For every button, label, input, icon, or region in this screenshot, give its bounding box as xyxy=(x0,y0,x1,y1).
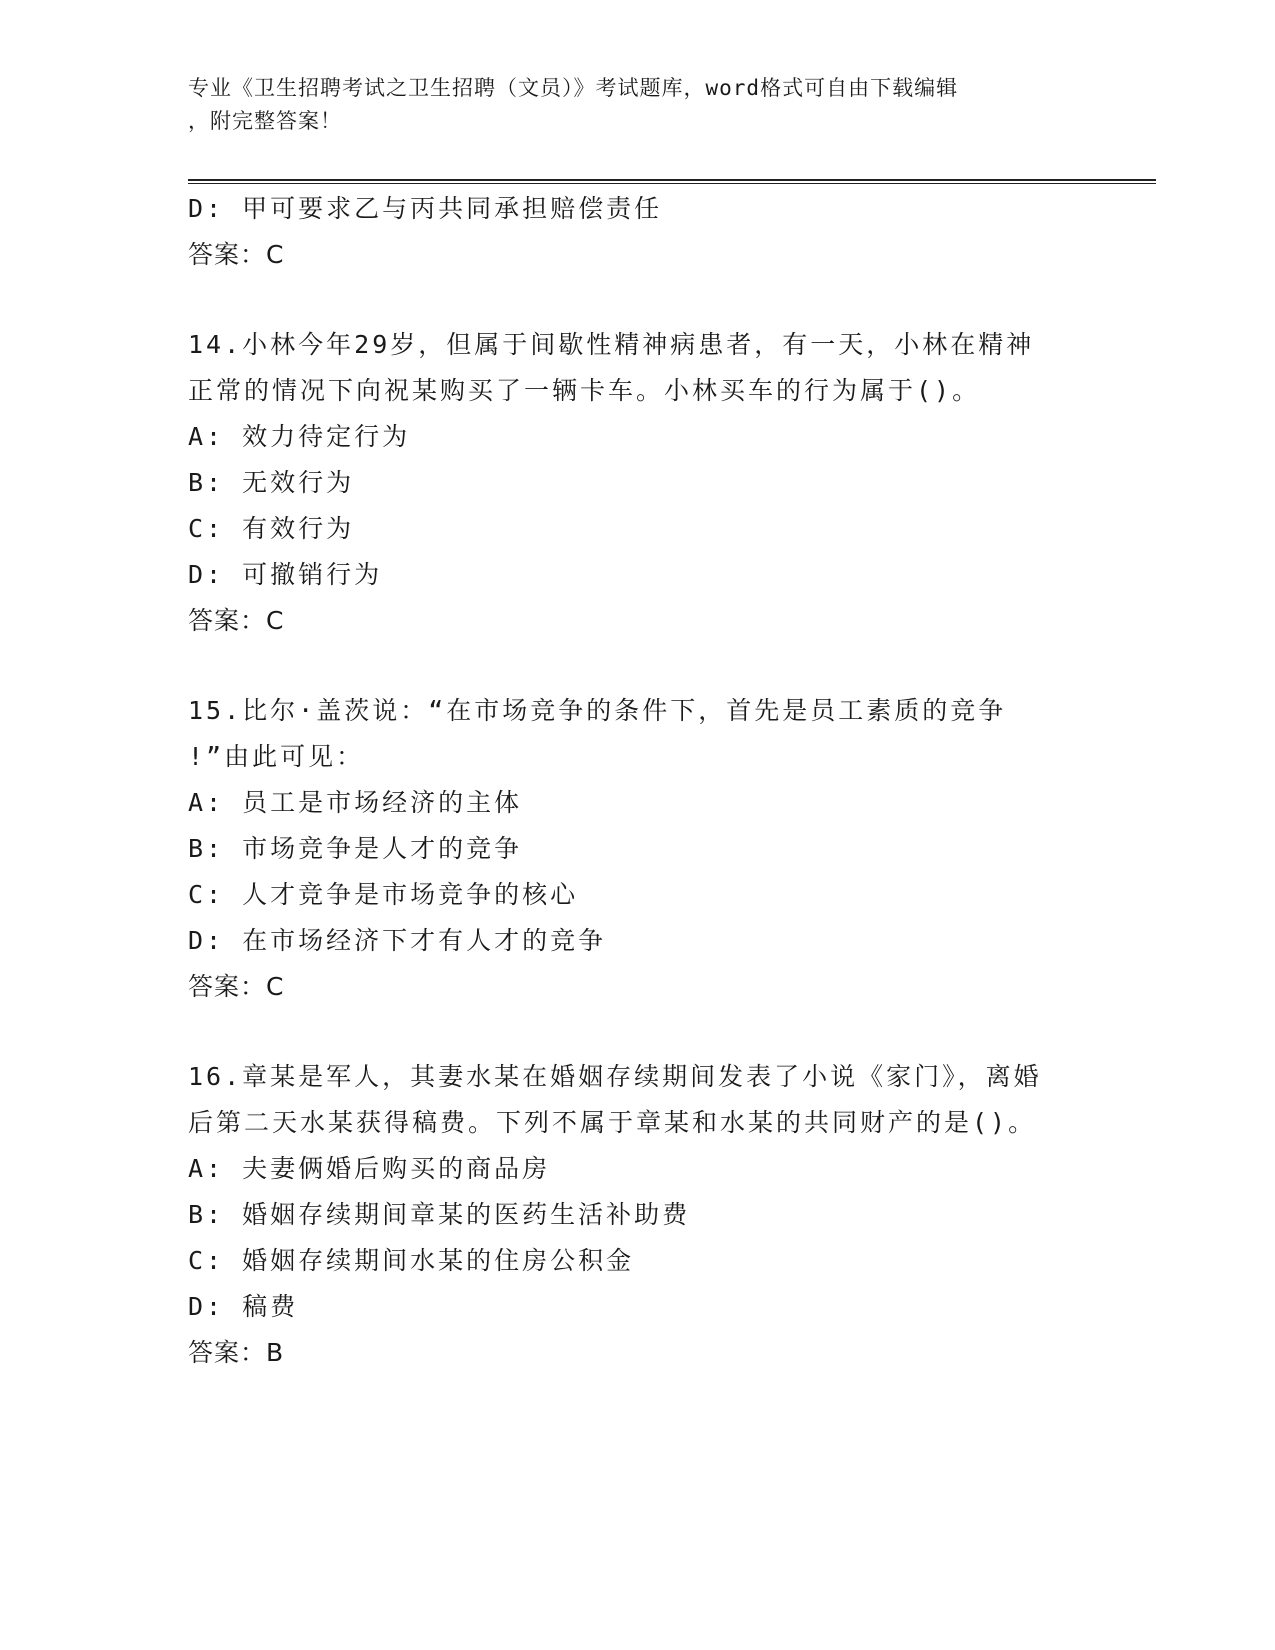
spacer xyxy=(188,278,1088,322)
option-c: C: 有效行为 xyxy=(188,514,355,543)
question-list xyxy=(188,186,1088,1376)
question-stem-line-2: !”由此可见： xyxy=(188,742,365,771)
prev-option-d: D: 甲可要求乙与丙共同承担赔偿责任 xyxy=(188,194,663,223)
spacer xyxy=(188,644,1088,688)
option-a: A: 夫妻俩婚后购买的商品房 xyxy=(188,1154,551,1183)
question-stem-line-2: 后第二天水某获得稿费。下列不属于章某和水某的共同财产的是()。 xyxy=(188,1108,1037,1137)
question-15 xyxy=(188,688,1088,1010)
option-a: A: 员工是市场经济的主体 xyxy=(188,788,523,817)
option-a: A: 效力待定行为 xyxy=(188,422,411,451)
option-c: C: 婚姻存续期间水某的住房公积金 xyxy=(188,1246,635,1275)
spacer xyxy=(188,1010,1088,1054)
document-header xyxy=(188,72,1068,138)
question-stem-line-1: 16.章某是军人，其妻水某在婚姻存续期间发表了小说《家门》，离婚 xyxy=(188,1062,1042,1091)
answer: 答案：C xyxy=(188,972,285,1001)
question-16 xyxy=(188,1054,1088,1376)
option-d: D: 稿费 xyxy=(188,1292,299,1321)
option-d: D: 在市场经济下才有人才的竞争 xyxy=(188,926,607,955)
answer: 答案：C xyxy=(188,606,285,635)
option-b: B: 无效行为 xyxy=(188,468,355,497)
answer: 答案：B xyxy=(188,1338,285,1367)
option-b: B: 市场竞争是人才的竞争 xyxy=(188,834,523,863)
option-c: C: 人才竞争是市场竞争的核心 xyxy=(188,880,579,909)
option-d: D: 可撤销行为 xyxy=(188,560,383,589)
header-divider xyxy=(188,179,1156,184)
question-stem-line-1: 14.小林今年29岁，但属于间歇性精神病患者，有一天，小林在精神 xyxy=(188,330,1035,359)
option-b: B: 婚姻存续期间章某的医药生活补助费 xyxy=(188,1200,691,1229)
question-stem-line-1: 15.比尔·盖茨说：“在市场竞争的条件下，首先是员工素质的竞争 xyxy=(188,696,1007,725)
question-stem-line-2: 正常的情况下向祝某购买了一辆卡车。小林买车的行为属于()。 xyxy=(188,376,981,405)
header-line-2: ，附完整答案！ xyxy=(188,109,342,133)
question-14 xyxy=(188,322,1088,644)
header-line-1: 专业《卫生招聘考试之卫生招聘（文员）》考试题库，word格式可自由下载编辑 xyxy=(188,76,959,100)
prev-answer: 答案：C xyxy=(188,240,285,269)
